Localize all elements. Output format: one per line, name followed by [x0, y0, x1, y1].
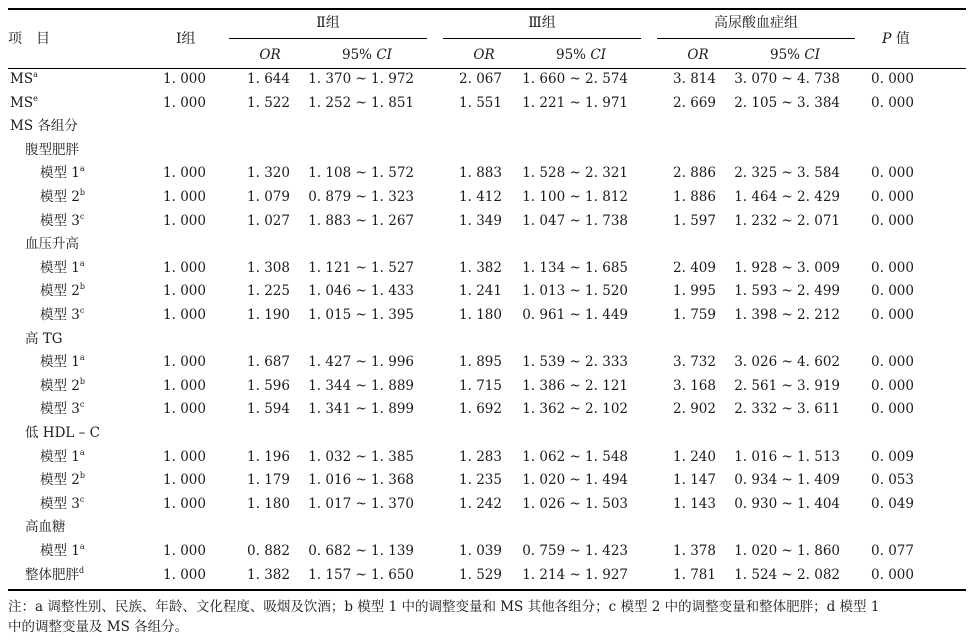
cell-group3-ci: 1. 100 ~ 1. 812 [522, 189, 628, 205]
cell-group4-or: 1. 143 [673, 495, 716, 512]
cell-group2-ci: 0. 682 ~ 1. 139 [308, 543, 414, 559]
row-label: 模型 3$^c$ [40, 306, 85, 323]
cell-group3-or: 1. 412 [459, 189, 502, 205]
cell-group1: 1. 000 [163, 472, 206, 489]
row-label: 模型 3$^c$ [40, 400, 85, 418]
cell-p-value: 0. 000 [871, 165, 914, 182]
cell-group4-ci: 3. 026 ~ 4. 602 [734, 354, 840, 371]
cell-group1: 1. 000 [163, 377, 206, 394]
cell-p-value: 0. 053 [871, 472, 914, 489]
cell-group2-or: 1. 308 [247, 259, 290, 276]
cell-group2-ci: 1. 157 ~ 1. 650 [308, 566, 414, 583]
cell-group2-or: 1. 687 [247, 354, 290, 371]
row-label: 模型 1$^a$ [40, 542, 85, 559]
header-g4-or: OR [687, 47, 709, 63]
header-group4: 高尿酸血症组 [714, 15, 798, 31]
cell-group2-or: 1. 190 [247, 307, 290, 323]
footnote-line-2: 中的调整变量及 MS 各组分。 [8, 619, 189, 635]
cell-p-value: 0. 000 [871, 307, 914, 323]
cell-group1: 1. 000 [163, 495, 206, 512]
header-item: 项 目 [8, 31, 50, 47]
bottom-rule [8, 589, 966, 591]
header-group3: Ⅲ组 [528, 15, 556, 31]
row-label: 模型 1$^a$ [40, 258, 85, 276]
cell-group4-or: 1. 147 [673, 472, 716, 489]
cell-group4-ci: 1. 016 ~ 1. 513 [734, 448, 840, 465]
cell-group1: 1. 000 [163, 212, 206, 229]
cell-group3-ci: 1. 539 ~ 2. 333 [522, 354, 628, 371]
group3-underline [443, 38, 641, 39]
row-label: 高 TG [25, 330, 63, 347]
row-label: $MS^e$ [10, 93, 38, 111]
cell-p-value: 0. 000 [871, 377, 914, 394]
row-label: 模型 2$^b$ [40, 282, 86, 300]
cell-p-value: 0. 000 [871, 259, 914, 276]
cell-group3-or: 1. 529 [459, 566, 502, 583]
cell-group2-or: 1. 180 [247, 495, 290, 512]
cell-group2-ci: 1. 015 ~ 1. 395 [308, 307, 414, 323]
cell-group4-or: 1. 597 [673, 212, 716, 229]
header-g3-ci: 95% CI [556, 47, 606, 63]
cell-group2-ci: 1. 344 ~ 1. 889 [308, 377, 414, 394]
cell-group1: 1. 000 [163, 566, 206, 583]
cell-group4-or: 1. 886 [673, 189, 716, 205]
cell-group4-ci: 1. 928 ~ 3. 009 [734, 259, 840, 276]
row-label: $MS^a$ [10, 70, 38, 87]
cell-group3-ci: 0. 961 ~ 1. 449 [522, 307, 628, 323]
cell-group2-ci: 1. 370 ~ 1. 972 [308, 71, 414, 87]
cell-group3-or: 1. 235 [459, 472, 502, 489]
cell-group3-or: 1. 242 [459, 495, 502, 512]
cell-group1: 1. 000 [163, 259, 206, 276]
cell-group2-ci: 1. 252 ~ 1. 851 [308, 94, 414, 111]
cell-group3-ci: 0. 759 ~ 1. 423 [522, 543, 628, 559]
cell-group3-or: 1. 349 [459, 212, 502, 229]
footnote-line-1: 注：a 调整性别、民族、年龄、文化程度、吸烟及饮酒；b 模型 1 中的调整变量和 MS 其他各组分；c 模型 2 中的调整变量和整体肥胖；d 模型 1 [8, 599, 880, 615]
cell-group3-or: 1. 895 [459, 354, 502, 371]
row-label: 高血糖 [25, 519, 66, 536]
cell-group4-or: 2. 409 [673, 259, 716, 276]
cell-group4-or: 3. 732 [673, 354, 716, 371]
row-label: 模型 3$^c$ [40, 211, 85, 229]
row-label: 模型 1$^a$ [40, 447, 85, 465]
header-g3-or: OR [473, 47, 495, 63]
row-label: 低 HDL – C [25, 425, 101, 441]
row-label: 整体肥胖$^d$ [25, 565, 85, 583]
row-label: 模型 2$^b$ [40, 376, 86, 394]
cell-group1: 1. 000 [163, 543, 206, 559]
row-label: 模型 3$^c$ [40, 494, 85, 512]
cell-group4-or: 3. 168 [673, 377, 716, 394]
cell-group3-or: 1. 715 [459, 377, 502, 394]
cell-group4-or: 2. 886 [673, 165, 716, 182]
row-label: 模型 2$^b$ [40, 471, 86, 489]
cell-group1: 1. 000 [163, 189, 206, 205]
cell-group2-ci: 1. 883 ~ 1. 267 [308, 212, 414, 229]
cell-group4-ci: 2. 325 ~ 3. 584 [734, 165, 840, 182]
header-group2: Ⅱ组 [316, 15, 340, 31]
cell-group4-ci: 0. 934 ~ 1. 409 [734, 472, 840, 489]
header-rule [8, 68, 966, 69]
cell-group3-ci: 1. 660 ~ 2. 574 [522, 71, 628, 87]
cell-group4-or: 1. 378 [673, 543, 716, 559]
cell-group1: 1. 000 [163, 165, 206, 182]
cell-p-value: 0. 000 [871, 566, 914, 583]
cell-p-value: 0. 000 [871, 401, 914, 418]
cell-group2-or: 1. 079 [247, 189, 290, 205]
cell-group3-ci: 1. 013 ~ 1. 520 [522, 283, 628, 300]
cell-group3-or: 1. 382 [459, 259, 502, 276]
cell-p-value: 0. 049 [871, 495, 914, 512]
cell-group3-or: 1. 039 [459, 543, 502, 559]
cell-group1: 1. 000 [163, 71, 206, 87]
cell-p-value: 0. 000 [871, 283, 914, 300]
cell-group2-or: 1. 596 [247, 377, 290, 394]
cell-group2-ci: 1. 108 ~ 1. 572 [308, 165, 414, 182]
header-group1: Ⅰ组 [176, 31, 196, 47]
cell-p-value: 0. 000 [871, 71, 914, 87]
cell-group4-ci: 1. 020 ~ 1. 860 [734, 543, 840, 559]
header-g2-ci: 95% CI [342, 47, 392, 63]
row-label: 模型 1$^a$ [40, 164, 85, 182]
header-g2-or: OR [259, 47, 281, 63]
cell-group3-ci: 1. 214 ~ 1. 927 [522, 566, 628, 583]
cell-group1: 1. 000 [163, 307, 206, 323]
cell-group3-or: 1. 283 [459, 448, 502, 465]
cell-group3-ci: 1. 221 ~ 1. 971 [522, 94, 628, 111]
cell-group4-or: 2. 669 [673, 94, 716, 111]
cell-group2-ci: 1. 016 ~ 1. 368 [308, 472, 414, 489]
cell-group1: 1. 000 [163, 448, 206, 465]
cell-group2-ci: 1. 032 ~ 1. 385 [308, 448, 414, 465]
cell-group3-or: 1. 551 [459, 94, 502, 111]
cell-group2-ci: 1. 017 ~ 1. 370 [308, 495, 414, 512]
cell-group3-or: 1. 692 [459, 401, 502, 418]
cell-group4-ci: 1. 524 ~ 2. 082 [734, 566, 840, 583]
cell-group4-ci: 0. 930 ~ 1. 404 [734, 495, 840, 512]
cell-group1: 1. 000 [163, 354, 206, 371]
cell-group3-or: 2. 067 [459, 71, 502, 87]
cell-group4-ci: 1. 232 ~ 2. 071 [734, 212, 840, 229]
cell-group2-or: 1. 196 [247, 448, 290, 465]
cell-group2-ci: 1. 046 ~ 1. 433 [308, 283, 414, 300]
cell-group1: 1. 000 [163, 283, 206, 300]
top-rule [8, 8, 966, 10]
cell-group4-ci: 3. 070 ~ 4. 738 [734, 71, 840, 87]
cell-group2-or: 1. 594 [247, 401, 290, 418]
row-label: MS 各组分 [10, 118, 78, 135]
header-g4-ci: 95% CI [770, 47, 820, 63]
cell-group3-ci: 1. 047 ~ 1. 738 [522, 212, 628, 229]
row-label: 模型 1$^a$ [40, 353, 85, 371]
cell-group3-or: 1. 180 [459, 307, 502, 323]
cell-group4-or: 3. 814 [673, 71, 716, 87]
cell-group4-or: 1. 240 [673, 448, 716, 465]
cell-group2-or: 0. 882 [247, 543, 290, 559]
row-label: 模型 2$^b$ [40, 188, 86, 205]
cell-group2-ci: 0. 879 ~ 1. 323 [308, 189, 414, 205]
cell-group2-or: 1. 179 [247, 472, 290, 489]
cell-p-value: 0. 077 [871, 543, 914, 559]
cell-p-value: 0. 000 [871, 354, 914, 371]
group2-underline [229, 38, 427, 39]
cell-group2-ci: 1. 341 ~ 1. 899 [308, 401, 414, 418]
cell-group2-or: 1. 320 [247, 165, 290, 182]
cell-group4-ci: 1. 593 ~ 2. 499 [734, 283, 840, 300]
cell-group4-ci: 2. 332 ~ 3. 611 [734, 401, 840, 418]
cell-group1: 1. 000 [163, 401, 206, 418]
cell-group4-ci: 1. 398 ~ 2. 212 [734, 307, 840, 323]
cell-group4-ci: 2. 105 ~ 3. 384 [734, 94, 840, 111]
cell-p-value: 0. 000 [871, 212, 914, 229]
cell-group2-or: 1. 382 [247, 566, 290, 583]
cell-group4-or: 1. 759 [673, 307, 716, 323]
cell-group3-or: 1. 241 [459, 283, 502, 300]
group4-underline [657, 38, 855, 39]
cell-group3-ci: 1. 528 ~ 2. 321 [522, 165, 628, 182]
cell-p-value: 0. 000 [871, 189, 914, 205]
cell-group3-ci: 1. 020 ~ 1. 494 [522, 472, 628, 489]
cell-group2-or: 1. 522 [247, 94, 290, 111]
cell-group3-ci: 1. 062 ~ 1. 548 [522, 448, 628, 465]
row-label: 血压升高 [25, 236, 79, 253]
cell-group3-ci: 1. 386 ~ 2. 121 [522, 377, 628, 394]
row-label: 腹型肥胖 [25, 141, 79, 158]
cell-group2-or: 1. 644 [247, 71, 290, 87]
cell-group4-or: 2. 902 [673, 401, 716, 418]
cell-group2-ci: 1. 121 ~ 1. 527 [308, 259, 414, 276]
cell-group1: 1. 000 [163, 94, 206, 111]
cell-group3-ci: 1. 362 ~ 2. 102 [522, 401, 628, 418]
cell-group4-ci: 1. 464 ~ 2. 429 [734, 189, 840, 205]
cell-p-value: 0. 009 [871, 448, 914, 465]
cell-group4-or: 1. 781 [673, 566, 716, 583]
cell-group4-ci: 2. 561 ~ 3. 919 [734, 377, 840, 394]
cell-group4-or: 1. 995 [673, 283, 716, 300]
cell-group3-ci: 1. 026 ~ 1. 503 [522, 495, 628, 512]
cell-group3-ci: 1. 134 ~ 1. 685 [522, 259, 628, 276]
cell-group2-or: 1. 225 [247, 283, 290, 300]
cell-group2-or: 1. 027 [247, 212, 290, 229]
cell-group3-or: 1. 883 [459, 165, 502, 182]
header-p: P 值 [882, 31, 910, 47]
cell-group2-ci: 1. 427 ~ 1. 996 [308, 354, 414, 371]
cell-p-value: 0. 000 [871, 94, 914, 111]
